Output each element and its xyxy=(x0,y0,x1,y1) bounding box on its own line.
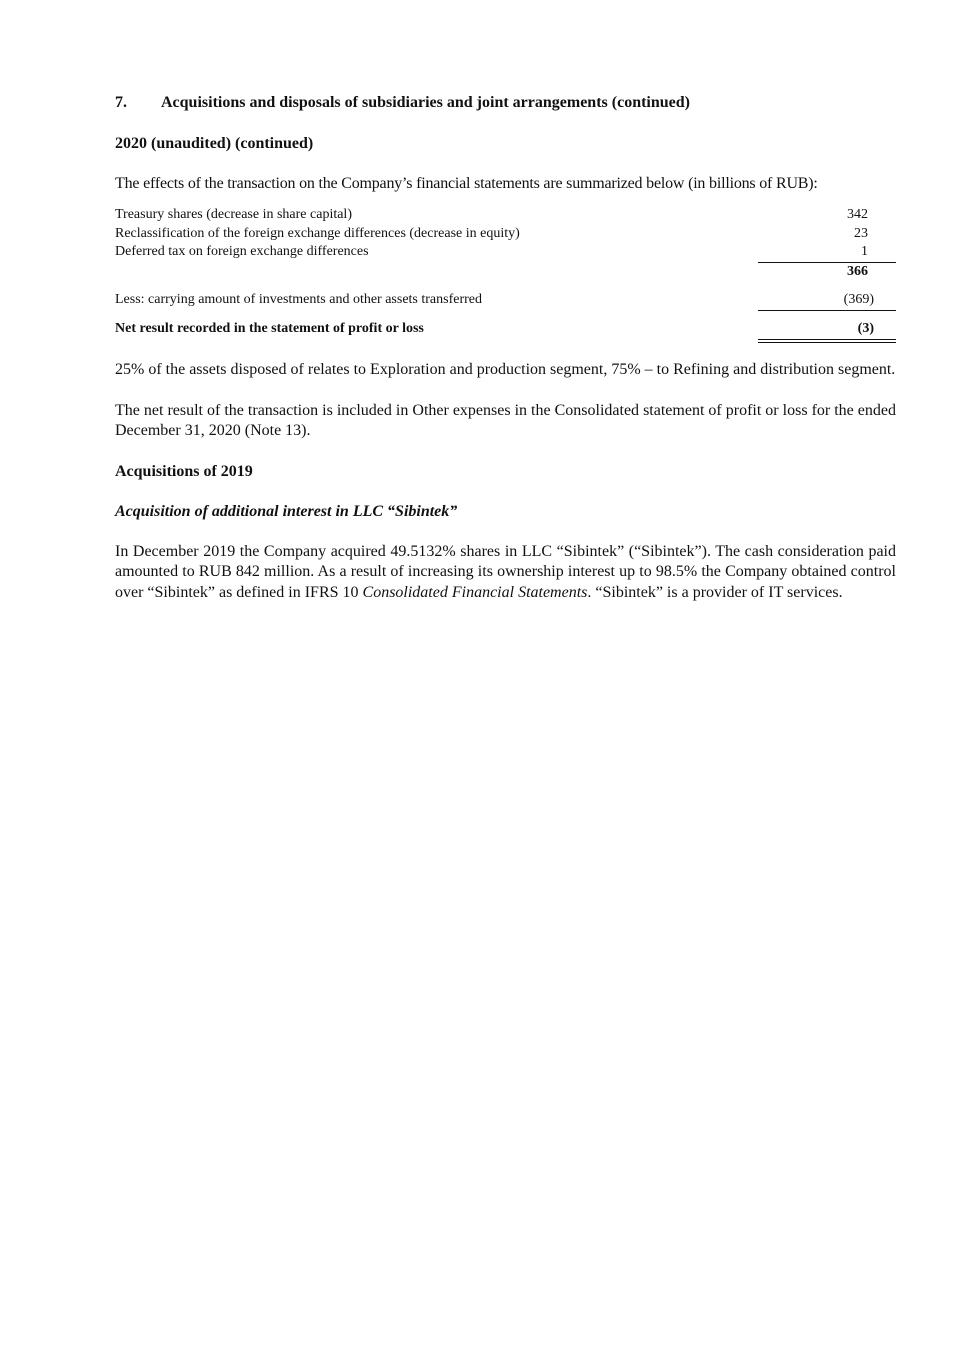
ifrs-title: Consolidated Financial Statements xyxy=(362,583,588,601)
subtotal-row xyxy=(115,263,896,282)
less-label: Less: carrying amount of investments and other assets transferred xyxy=(115,292,483,307)
net-result-paragraph: The net result of the transaction is included in Other expenses in the Consolidated statement of profit or loss for the ended December 31, 2020 (Note 13). xyxy=(115,401,896,439)
segments-paragraph: 25% of the assets disposed of relates to Exploration and production segment, 75% – to Refining and distribution segment. xyxy=(115,361,896,378)
section-title: Acquisitions and disposals of subsidiaries and joint arrangements (continued) xyxy=(161,94,690,111)
subheading-2020: 2020 (unaudited) (continued) xyxy=(115,135,314,152)
net-value: (3) xyxy=(857,320,874,336)
sibintek-paragraph xyxy=(115,542,896,604)
subheading-2019: Acquisitions of 2019 xyxy=(115,462,253,480)
intro-paragraph: The effects of the transaction on the Company’s financial statements are summarized below (in billions of RUB): xyxy=(115,175,818,192)
row-label: Deferred tax on foreign exchange differences xyxy=(115,244,369,259)
document-page xyxy=(115,93,896,603)
row-value: 342 xyxy=(847,207,868,222)
table-row xyxy=(115,225,896,244)
row-label: Reclassification of the foreign exchange differences (decrease in equity) xyxy=(115,225,520,241)
less-rule xyxy=(758,310,896,311)
row-value: 23 xyxy=(854,225,868,241)
table-row xyxy=(115,243,896,262)
net-double-rule xyxy=(758,339,896,343)
subtotal-value: 366 xyxy=(847,263,868,279)
sibintek-text-after: . “Sibintek” is a provider of IT services. xyxy=(587,583,843,601)
row-value: 1 xyxy=(861,244,868,259)
net-result-row xyxy=(115,320,896,339)
less-value: (369) xyxy=(843,292,874,307)
less-row xyxy=(115,291,896,310)
table-row xyxy=(115,206,896,225)
subheading-sibintek: Acquisition of additional interest in LLC “Sibintek” xyxy=(115,502,458,520)
sibintek-text-before: In December 2019 the Company acquired 49.5132% shares in LLC “Sibintek” (“Sibintek”). The cash consideration paid amounted to RUB 842 million. As a result of increasing its ownership interest up to 98.5% the Company obtained control over “Sibintek” as defined in IFRS 10 xyxy=(115,542,896,601)
section-heading xyxy=(115,93,896,113)
net-label: Net result recorded in the statement of profit or loss xyxy=(115,320,424,336)
effects-table xyxy=(115,206,896,338)
row-label: Treasury shares (decrease in share capital) xyxy=(115,207,352,222)
section-number: 7. xyxy=(115,94,127,111)
